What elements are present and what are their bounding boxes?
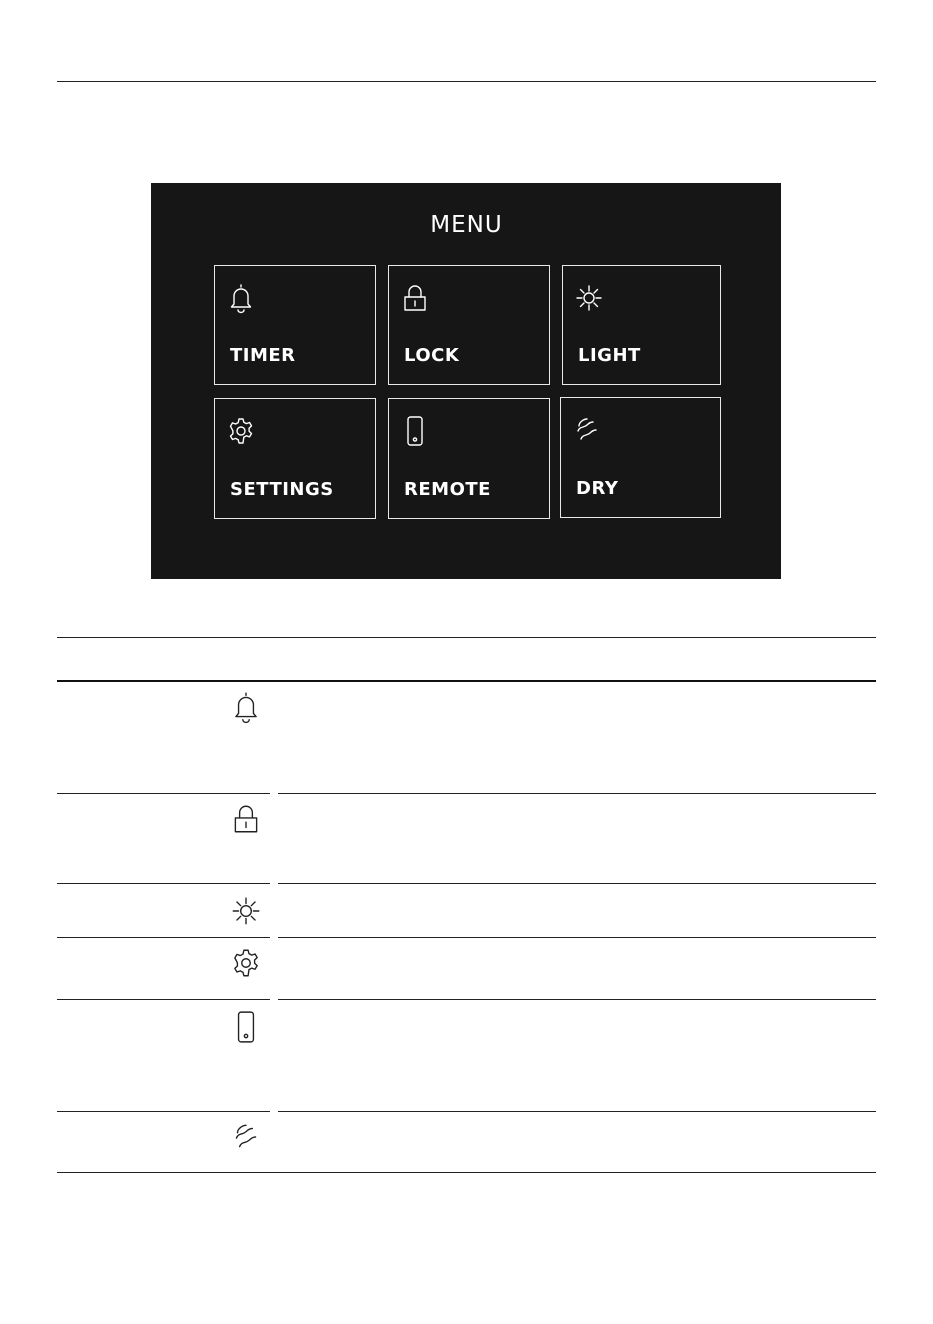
phone-icon xyxy=(401,415,429,447)
tile-dry[interactable] xyxy=(560,397,721,518)
row-divider-2-left xyxy=(57,883,270,884)
tile-lock[interactable] xyxy=(388,265,550,385)
tile-remote[interactable] xyxy=(388,398,550,519)
row-divider-3-right xyxy=(278,937,876,938)
lock-icon xyxy=(401,282,429,314)
sun-icon xyxy=(231,894,261,928)
table-top-rule xyxy=(57,637,876,638)
tile-label: REMOTE xyxy=(404,479,491,500)
menu-title: MENU xyxy=(430,212,503,238)
row-divider-1-right xyxy=(278,793,876,794)
tile-timer[interactable] xyxy=(214,265,376,385)
tile-label: LIGHT xyxy=(578,345,641,366)
table-header-rule xyxy=(57,680,876,682)
row-divider-1-left xyxy=(57,793,270,794)
gear-icon xyxy=(231,946,261,980)
tile-label: DRY xyxy=(576,478,619,499)
lock-icon xyxy=(231,802,261,836)
bell-icon xyxy=(227,282,255,314)
bell-icon xyxy=(231,690,261,724)
phone-icon xyxy=(231,1010,261,1044)
row-divider-4-left xyxy=(57,999,270,1000)
row-divider-5-right xyxy=(278,1111,876,1112)
sun-icon xyxy=(575,282,603,314)
tile-light[interactable] xyxy=(562,265,721,385)
waves-icon xyxy=(231,1120,261,1154)
top-divider xyxy=(57,81,876,82)
gear-icon xyxy=(227,415,255,447)
waves-icon xyxy=(573,414,601,446)
row-divider-2-right xyxy=(278,883,876,884)
row-divider-4-right xyxy=(278,999,876,1000)
row-divider-5-left xyxy=(57,1111,270,1112)
tile-label: TIMER xyxy=(230,345,296,366)
tile-label: SETTINGS xyxy=(230,479,334,500)
tile-label: LOCK xyxy=(404,345,460,366)
row-divider-3-left xyxy=(57,937,270,938)
table-bottom-rule xyxy=(57,1172,876,1173)
tile-settings[interactable] xyxy=(214,398,376,519)
